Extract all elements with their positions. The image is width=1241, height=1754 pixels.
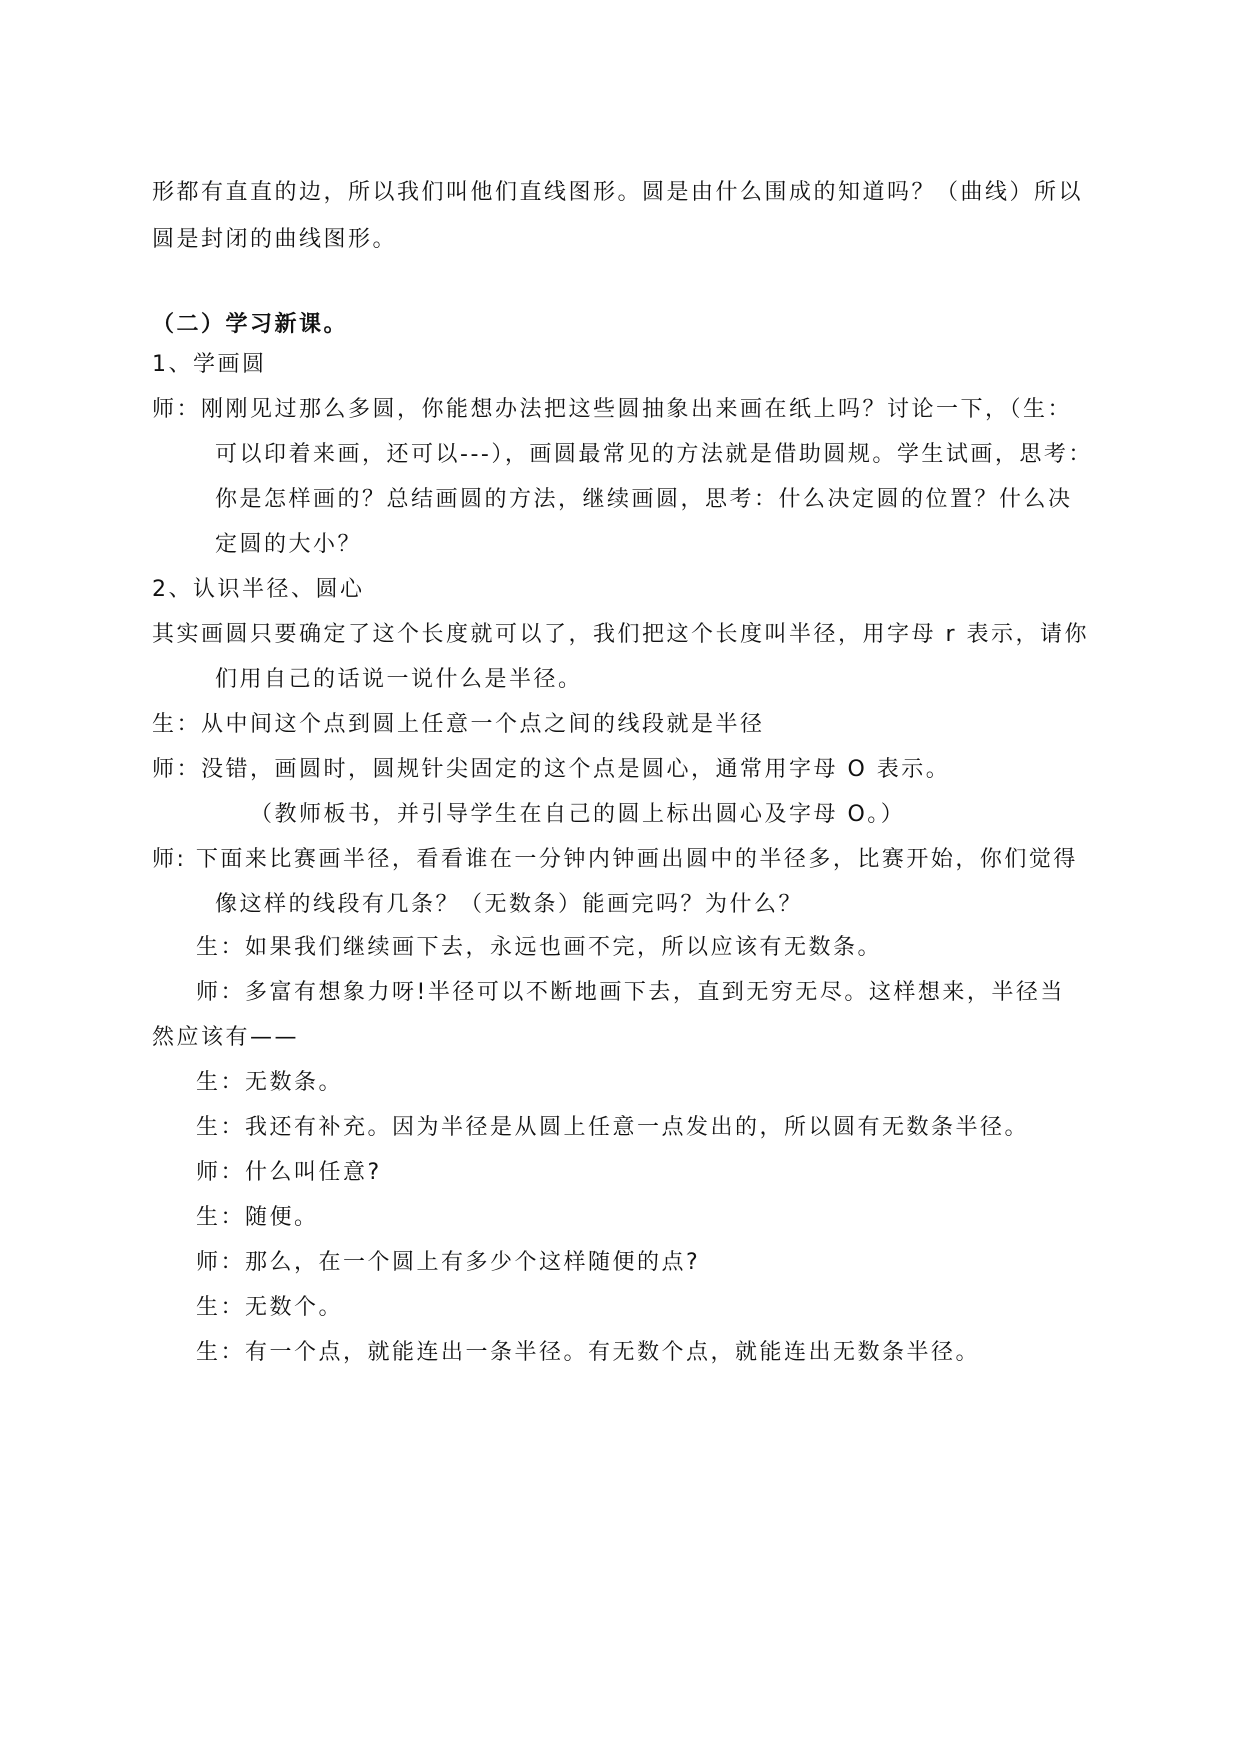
dialogue-line-teacher: 师：刚刚见过那么多圆，你能想办法把这些圆抽象出来画在纸上吗？讨论一下，（生：	[152, 397, 1073, 422]
dialogue-line-student: 生：无数条。	[196, 1070, 344, 1095]
dialogue-line-teacher: 师：多富有想象力呀!半径可以不断地画下去，直到无穷无尽。这样想来，半径当	[196, 980, 1065, 1005]
dialogue-line-teacher: 师: 下面来比赛画半径，看看谁在一分钟内钟画出圆中的半径多，比赛开始，你们觉得	[152, 847, 1078, 872]
dialogue-line-student: 生：如果我们继续画下去，永远也画不完，所以应该有无数条。	[196, 935, 883, 960]
paragraph-line: 圆是封闭的曲线图形。	[152, 227, 398, 252]
dialogue-continuation: 定圆的大小？	[215, 532, 363, 557]
section-heading: （二）学习新课。	[152, 312, 349, 337]
dialogue-line-teacher: 师：没错，画圆时，圆规针尖固定的这个点是圆心，通常用字母 O 表示。	[152, 757, 951, 782]
stage-direction: （教师板书，并引导学生在自己的圆上标出圆心及字母 O。）	[250, 802, 906, 827]
dialogue-line-student: 生：无数个。	[196, 1295, 344, 1320]
dialogue-line-student: 生：有一个点，就能连出一条半径。有无数个点，就能连出无数条半径。	[196, 1340, 981, 1365]
dialogue-continuation: 像这样的线段有几条？（无数条）能画完吗？为什么？	[215, 892, 804, 917]
subsection-heading: 1、学画圆	[152, 352, 267, 377]
paragraph-line: 其实画圆只要确定了这个长度就可以了，我们把这个长度叫半径，用字母 r 表示，请你	[152, 622, 1090, 647]
dialogue-continuation: 可以印着来画，还可以---），画圆最常见的方法就是借助圆规。学生试画，思考：	[215, 442, 1093, 467]
dialogue-line-teacher: 师：那么，在一个圆上有多少个这样随便的点?	[196, 1250, 701, 1275]
paragraph-continuation: 们用自己的话说一说什么是半径。	[215, 667, 583, 692]
dialogue-continuation: 你是怎样画的？总结画圆的方法，继续画圆，思考：什么决定圆的位置？什么决	[215, 487, 1073, 512]
paragraph-line: 形都有直直的边，所以我们叫他们直线图形。圆是由什么围成的知道吗？（曲线）所以	[152, 180, 1084, 205]
dialogue-line-teacher: 师：什么叫任意?	[196, 1160, 382, 1185]
dialogue-line-student: 生：我还有补充。因为半径是从圆上任意一点发出的，所以圆有无数条半径。	[196, 1115, 1030, 1140]
dialogue-continuation: 然应该有——	[152, 1025, 300, 1050]
dialogue-line-student: 生：随便。	[196, 1205, 319, 1230]
subsection-heading: 2、认识半径、圆心	[152, 577, 365, 602]
dialogue-line-student: 生：从中间这个点到圆上任意一个点之间的线段就是半径	[152, 712, 765, 737]
